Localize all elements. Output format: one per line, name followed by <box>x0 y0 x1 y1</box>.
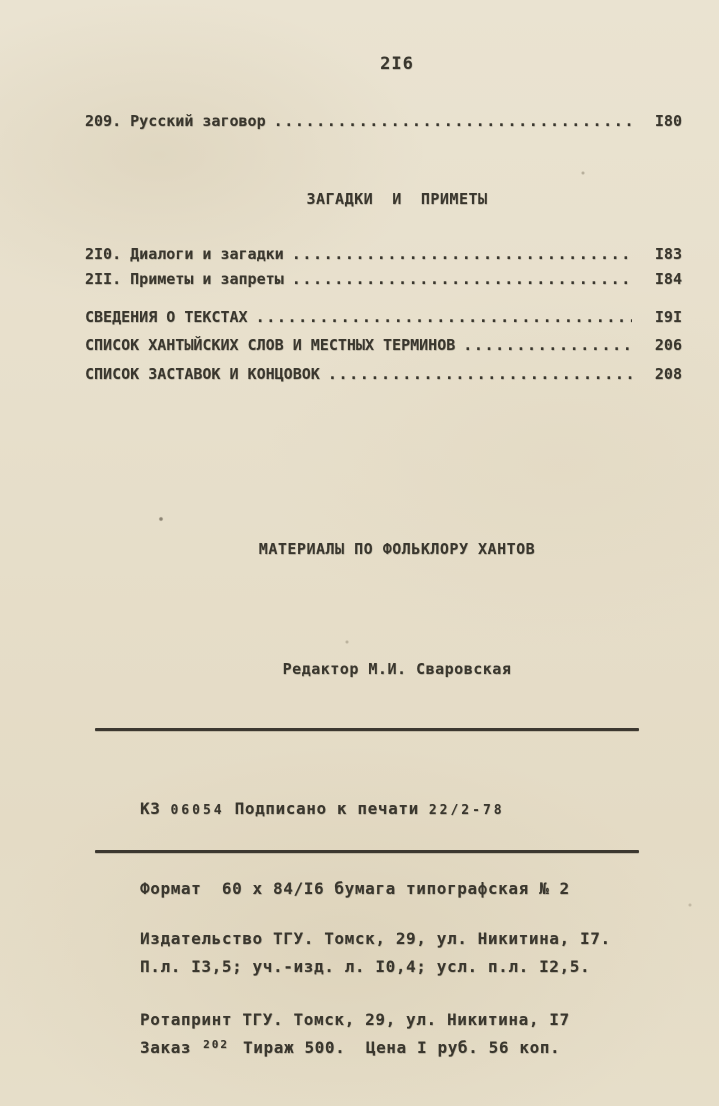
colophon-signed-date: 22/2-78 <box>428 803 505 818</box>
imprint-publisher-line: Издательство ТГУ. Томск, 29, ул. Никитина, I7. <box>140 929 611 948</box>
page-folio: 2I6 <box>380 54 414 74</box>
dot-leader <box>274 112 632 130</box>
imprint-printer-line: Ротапринт ТГУ. Томск, 29, ул. Никитина, I7 <box>140 1010 570 1029</box>
toc-entry-label: 209. Русский заговор <box>85 112 266 130</box>
colophon-order-label: Заказ <box>140 1038 192 1057</box>
toc-entry-label: СПИСОК ЗАСТАВОК И КОНЦОВОК <box>85 365 320 383</box>
toc-entry <box>85 336 682 354</box>
toc-entry-label: СПИСОК ХАНТЫЙСКИХ СЛОВ И МЕСТНЫХ ТЕРМИНОВ <box>85 336 456 354</box>
toc-entry-page: I83 <box>654 245 682 263</box>
colophon-divider-top <box>95 728 639 731</box>
colophon-kz-label: КЗ <box>140 799 161 818</box>
colophon-order-number: 202 <box>203 1038 230 1051</box>
colophon-format-line: Формат 60 х 84/I6 бумага типографская № 2 <box>140 879 570 898</box>
toc-entry-page: I9I <box>654 308 682 326</box>
toc-entry-label: СВЕДЕНИЯ О ТЕКСТАХ <box>85 308 248 326</box>
toc-entry <box>85 112 682 130</box>
toc-section-heading: ЗАГАДКИ И ПРИМЕТЫ <box>306 190 488 208</box>
colophon-kz-number: 06054 <box>170 803 225 818</box>
colophon-sheets-line: П.л. I3,5; уч.-изд. л. I0,4; усл. п.л. I2,5. <box>140 957 591 976</box>
colophon-divider-bottom <box>95 850 639 853</box>
toc-entry-page: I80 <box>654 112 682 130</box>
toc-entry <box>85 308 682 326</box>
imprint-block <box>140 871 689 1087</box>
colophon-signed-label: Подписано к печати <box>234 799 419 818</box>
toc-entry-page: 206 <box>654 336 682 354</box>
toc-entry <box>85 245 682 263</box>
book-series-title: МАТЕРИАЛЫ ПО ФОЛЬКЛОРУ ХАНТОВ <box>258 540 536 558</box>
dot-leader <box>463 336 632 354</box>
colophon-signed-line <box>140 796 689 824</box>
dot-leader <box>292 245 632 263</box>
dot-leader <box>328 365 632 383</box>
editor-credit: Редактор М.И. Сваровская <box>282 660 512 678</box>
toc-entry-label: 2II. Приметы и запреты <box>85 270 284 288</box>
toc-entry-page: 208 <box>654 365 682 383</box>
toc-entry <box>85 365 682 383</box>
dot-leader <box>256 308 632 326</box>
toc-entry-label: 2I0. Диалоги и загадки <box>85 245 284 263</box>
colophon-tirazh-price: Тираж 500. Цена I руб. 56 коп. <box>243 1038 561 1057</box>
toc-entry <box>85 270 682 288</box>
toc-entry-page: I84 <box>654 270 682 288</box>
dot-leader <box>292 270 632 288</box>
